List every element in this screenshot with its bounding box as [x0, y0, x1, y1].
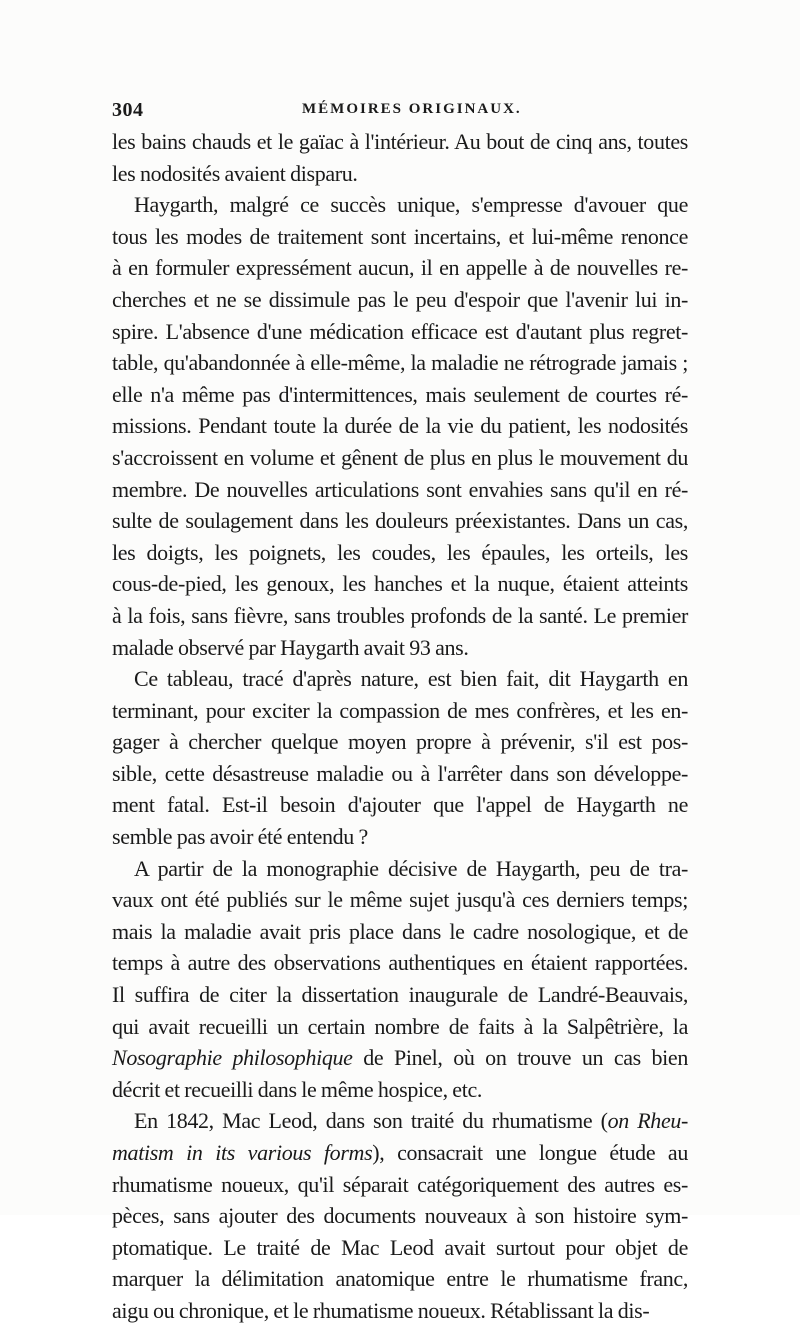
text-line: décrit et recueilli dans le même hospice, etc.: [112, 1076, 483, 1102]
running-title: MÉMOIRES ORIGINAUX.: [302, 101, 522, 117]
text-line: Haygarth, malgré ce succès unique, s'empresse d'avouer que: [134, 192, 688, 218]
text-line: matism in its various forms), consacrait une longue étude au: [112, 1140, 688, 1165]
text-line: les doigts, les poignets, les coudes, les épaules, les orteils, les: [112, 539, 688, 565]
text-line: sible, cette désastreuse maladie ou à l'arrêter dans son développe-: [112, 760, 688, 786]
text-line: table, qu'abandonnée à elle-même, la maladie ne rétrograde jamais ;: [112, 350, 688, 376]
text-line: En 1842, Mac Leod, dans son traité du rhumatisme (on Rheu-: [134, 1108, 688, 1134]
text-line: gager à chercher quelque moyen propre à prévenir, s'il est pos-: [112, 729, 688, 755]
paragraph-p3: [112, 663, 688, 853]
text-line: spire. L'absence d'une médication efficace est d'autant plus regret-: [112, 318, 688, 344]
text-line: pèces, sans ajouter des documents nouveaux à son histoire sym-: [112, 1203, 688, 1229]
text-line: s'accroissent en volume et gênent de plus en plus le mouvement du: [112, 444, 688, 470]
text-line: à en formuler expressément aucun, il en appelle à de nouvelles re-: [112, 255, 688, 281]
text-line: rhumatisme noueux, qu'il séparait catégoriquement des autres es-: [112, 1171, 688, 1197]
paragraph-p5: [112, 1105, 688, 1326]
paragraph-p1: [112, 126, 688, 189]
text-line: terminant, pour exciter la compassion de mes confrères, et les en-: [112, 697, 688, 723]
text-line: ptomatique. Le traité de Mac Leod avait surtout pour objet de: [112, 1234, 688, 1260]
text-line: membre. De nouvelles articulations sont envahies sans qu'il en ré-: [112, 476, 688, 502]
text-line: sulte de soulagement dans les douleurs préexistantes. Dans un cas,: [112, 508, 688, 534]
text-line: temps à autre des observations authentiques en étaient rapportées.: [112, 950, 688, 976]
text-line: cous-de-pied, les genoux, les hanches et la nuque, étaient atteints: [112, 571, 688, 597]
text-line: tous les modes de traitement sont incertains, et lui-même renonce: [112, 223, 688, 249]
paragraph-p2: [112, 189, 688, 663]
text-line: marquer la délimitation anatomique entre le rhumatisme franc,: [112, 1266, 688, 1292]
body-text: [112, 126, 688, 1327]
text-line: semble pas avoir été entendu ?: [112, 824, 368, 850]
text-line: A partir de la monographie décisive de Haygarth, peu de tra-: [134, 855, 688, 881]
text-line: elle n'a même pas d'intermittences, mais seulement de courtes ré-: [112, 381, 688, 407]
paragraph-p4: [112, 853, 688, 1106]
text-line: ment fatal. Est-il besoin d'ajouter que l'appel de Haygarth ne: [112, 792, 688, 818]
text-line: qui avait recueilli un certain nombre de faits à la Salpêtrière, la: [112, 1013, 688, 1039]
text-line: Ce tableau, tracé d'après nature, est bien fait, dit Haygarth en: [134, 666, 688, 692]
text-line: Nosographie philosophique de Pinel, où on trouve un cas bien: [112, 1045, 688, 1071]
text-line: cherches et ne se dissimule pas le peu d'espoir que l'avenir lui in-: [112, 286, 688, 312]
text-line: vaux ont été publiés sur le même sujet jusqu'à ces derniers temps;: [112, 887, 688, 913]
text-line: aigu ou chronique, et le rhumatisme noueux. Rétablissant la dis-: [112, 1297, 650, 1323]
text-line: Il suffira de citer la dissertation inaugurale de Landré-Beauvais,: [112, 982, 688, 1008]
text-line: les bains chauds et le gaïac à l'intérieur. Au bout de cinq ans, toutes: [112, 129, 688, 154]
text-line: à la fois, sans fièvre, sans troubles profonds de la santé. Le premier: [112, 602, 688, 628]
text-line: missions. Pendant toute la durée de la vie du patient, les nodosités: [112, 413, 688, 439]
text-line: malade observé par Haygarth avait 93 ans.: [112, 634, 469, 660]
text-line: les nodosités avaient disparu.: [112, 160, 358, 186]
page-header: [112, 99, 688, 125]
text-line: mais la maladie avait pris place dans le cadre nosologique, et de: [112, 918, 688, 944]
page-number: 304: [112, 99, 144, 121]
